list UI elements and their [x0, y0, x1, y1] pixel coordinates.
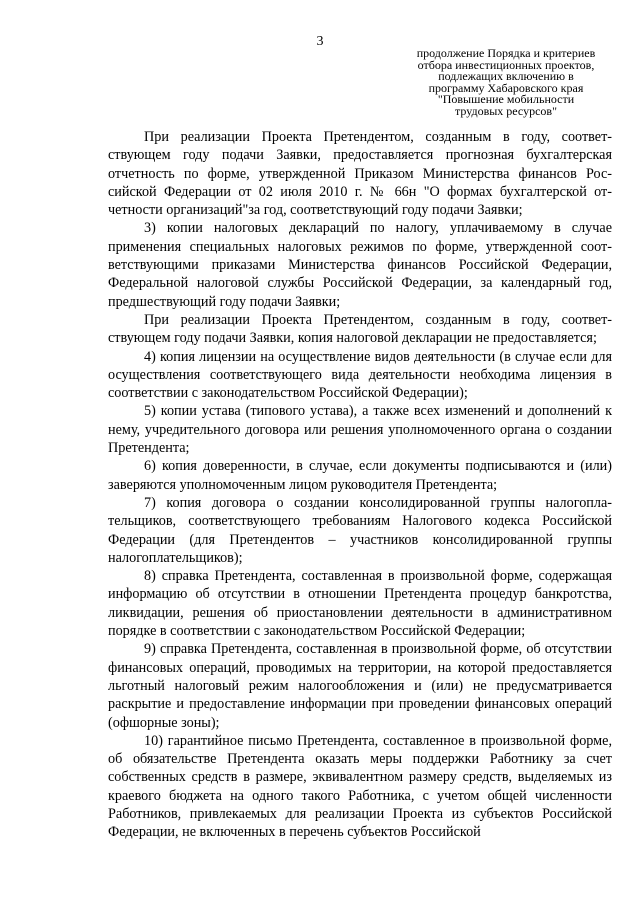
paragraph: 4) копия лицензии на осуществление видов деятельности (в случае если для осуществления соответствующего вида деятельности необходима лицензия в соответствии с законодательством Российской Федерации); — [108, 348, 612, 402]
header-note-line: подлежащих включению в — [438, 69, 574, 84]
page-number: 3 — [316, 34, 324, 49]
header-note — [398, 48, 614, 118]
paragraph: 9) справка Претендента, составленная в произвольной форме, об отсутствии финансовых операций, проводимых на территории, на которой предоставляется льготный налоговый режим налогообложения и (или) не предусматривается раскрытие и предоставление информации при проведении финансовых операций (офшорные зоны); — [108, 641, 612, 731]
paragraph: При реализации Проекта Претендентом, созданным в году, соответствующем году подачи Заявки, копия налоговой декларации не предоставляется; — [108, 311, 612, 347]
paragraph: При реализации Проекта Претендентом, созданным в году, соответствующем году подачи Заявки, предоставляется прогнозная бухгалтерская отчетность по форме, утвержденной Приказом Министерства финансов Российской Федерации от 02 июля 2010 г. № 66н "О формах бухгалтерской отчетности организаций"за год, соответствующий году подачи Заявки; — [108, 129, 612, 219]
header-note-line: "Повышение мобильности — [437, 92, 575, 107]
header-note-line: трудовых ресурсов" — [455, 103, 557, 118]
paragraph: 6) копия доверенности, в случае, если документы подписываются и (или) заверяются уполномоченным лицом руководителя Претендента; — [108, 458, 612, 493]
paragraph: 5) копии устава (типового устава), а также всех изменений и дополнений к нему, учредительного договора или решения уполномоченного органа о создании Претендента; — [108, 403, 612, 457]
paragraph: 3) копии налоговых деклараций по налогу, уплачиваемому в случае применения специальных налоговых режимов по форме, утвержденной соответствующими приказами Министерства финансов Российской Федерации, Федеральной налоговой службы Российской Федерации, за календарный год, предшествующий году подачи Заявки; — [108, 220, 612, 310]
paragraph: 10) гарантийное письмо Претендента, составленное в произвольной форме, об обязательстве Претендента оказать меры поддержки Работнику за счет собственных средств в размере, эквивалентном размеру средств, выделяемых из краевого бюджета на одного такого Работника, с учетом общей численности Работников, привлекаемых для реализации Проекта из субъектов Российской Федерации, не включенных в перечень субъектов Российской — [108, 732, 612, 841]
paragraph: 7) копия договора о создании консолидированной группы налогоплательщиков, соответствующего требованиям Налогового кодекса Российской Федерации (для Претендентов – участников консолидированной группы налогоплательщиков); — [108, 494, 612, 566]
paragraph: 8) справка Претендента, составленная в произвольной форме, содержащая информацию об отсутствии в отношении Претендента процедур банкротства, ликвидации, решения об приостановлении деятельности в административном порядке в соответствии с законодательством Российской Федерации; — [108, 568, 612, 640]
header-note-line: продолжение Порядка и критериев — [416, 46, 596, 60]
header-note-line: программу Хабаровского края — [428, 80, 584, 95]
body-text — [108, 128, 612, 842]
header-note-line: отбора инвестиционных проектов, — [417, 57, 595, 72]
